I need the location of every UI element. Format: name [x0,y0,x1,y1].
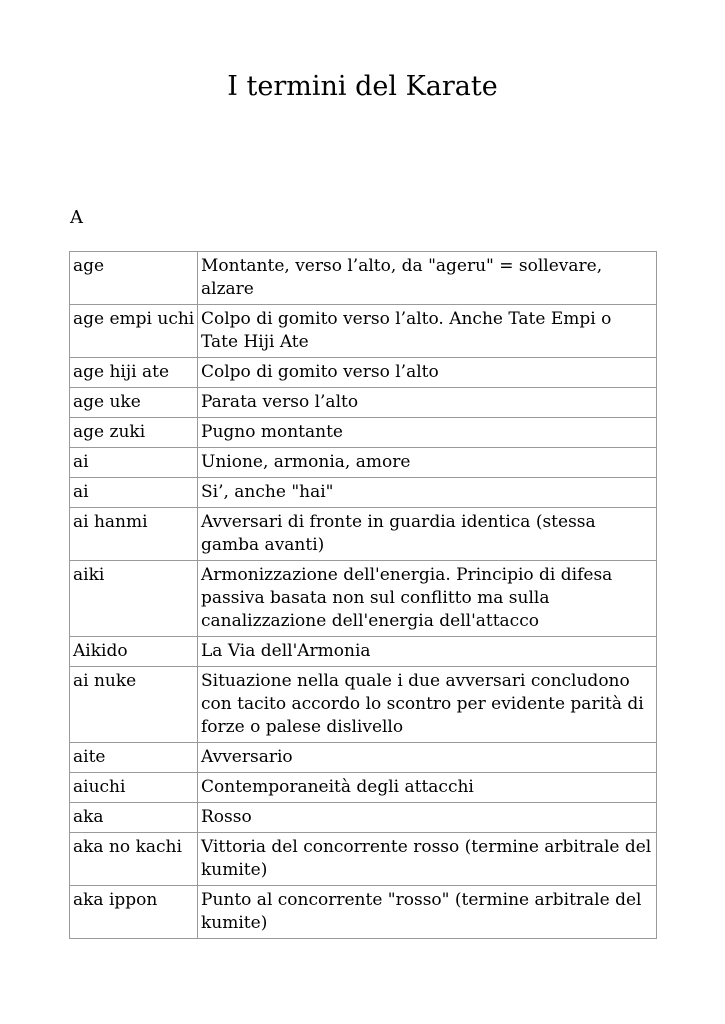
term-cell: Aikido [70,637,198,667]
term-cell: age empi uchi [70,305,198,358]
table-row [70,667,657,743]
table-row [70,388,657,418]
table-row [70,833,657,886]
definition-cell: Contemporaneità degli attacchi [198,773,657,803]
definition-cell: Si’, anche "hai" [198,478,657,508]
term-cell: ai nuke [70,667,198,743]
table-row [70,773,657,803]
definition-cell: Pugno montante [198,418,657,448]
term-cell: aiki [70,561,198,637]
section-heading: A [70,207,83,228]
table-row [70,448,657,478]
definition-cell: Situazione nella quale i due avversari concludono con tacito accordo lo scontro per evidente parità di forze o palese dislivello [198,667,657,743]
definition-cell: Rosso [198,803,657,833]
term-cell: age uke [70,388,198,418]
table-row [70,418,657,448]
definition-cell: Colpo di gomito verso l’alto [198,358,657,388]
page-title: I termini del Karate [227,71,498,102]
table-row [70,637,657,667]
definition-cell: Punto al concorrente "rosso" (termine arbitrale del kumite) [198,886,657,939]
table-row [70,478,657,508]
table-row [70,743,657,773]
definition-cell: Avversario [198,743,657,773]
table-row [70,561,657,637]
table-row [70,358,657,388]
glossary-table [69,251,657,939]
term-cell: age zuki [70,418,198,448]
term-cell: aite [70,743,198,773]
definition-cell: Montante, verso l’alto, da "ageru" = sollevare, alzare [198,252,657,305]
term-cell: aka [70,803,198,833]
definition-cell: Parata verso l’alto [198,388,657,418]
table-row [70,803,657,833]
term-cell: aiuchi [70,773,198,803]
glossary-body [70,252,657,939]
definition-cell: La Via dell'Armonia [198,637,657,667]
definition-cell: Vittoria del concorrente rosso (termine arbitrale del kumite) [198,833,657,886]
term-cell: ai [70,478,198,508]
term-cell: ai hanmi [70,508,198,561]
term-cell: ai [70,448,198,478]
table-row [70,508,657,561]
term-cell: aka ippon [70,886,198,939]
definition-cell: Unione, armonia, amore [198,448,657,478]
term-cell: age hiji ate [70,358,198,388]
definition-cell: Colpo di gomito verso l’alto. Anche Tate Empi o Tate Hiji Ate [198,305,657,358]
table-row [70,252,657,305]
term-cell: aka no kachi [70,833,198,886]
definition-cell: Avversari di fronte in guardia identica (stessa gamba avanti) [198,508,657,561]
table-row [70,886,657,939]
table-row [70,305,657,358]
definition-cell: Armonizzazione dell'energia. Principio di difesa passiva basata non sul conflitto ma sulla canalizzazione dell'energia dell'attacco [198,561,657,637]
term-cell: age [70,252,198,305]
